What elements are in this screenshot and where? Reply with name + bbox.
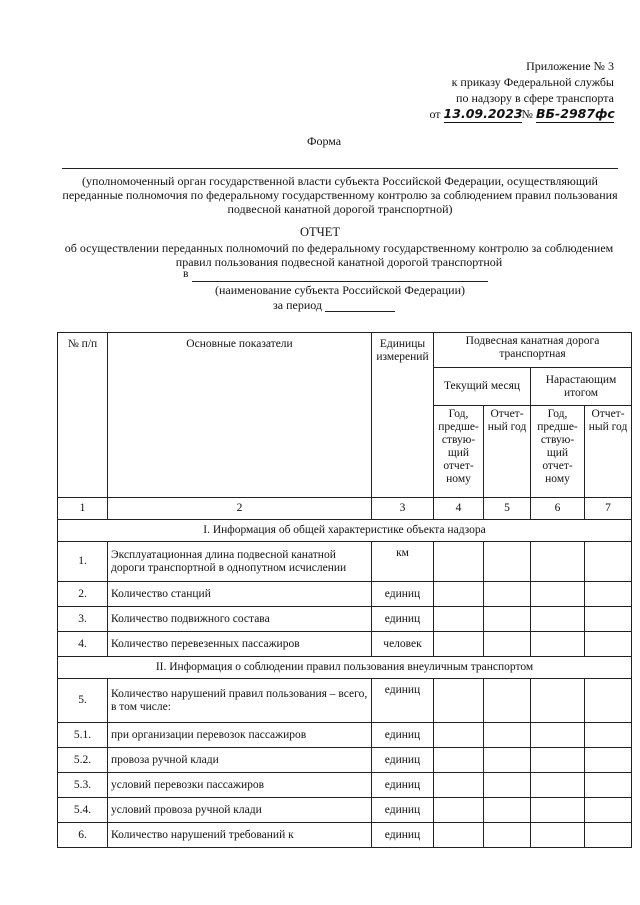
- header-main-indicators: Основные показатели: [108, 333, 372, 498]
- form-label: Форма: [307, 134, 342, 148]
- row-unit: единиц: [372, 582, 434, 607]
- in-label: в: [183, 268, 189, 280]
- row-unit: единиц: [372, 679, 434, 723]
- table-row: [58, 679, 632, 723]
- header-num: № п/п: [58, 333, 108, 498]
- row-unit: км: [372, 542, 434, 582]
- row-indicator: провоза ручной клади: [108, 748, 372, 773]
- subject-caption: (наименование субъекта Российской Федерации): [214, 283, 466, 297]
- row-number: 3.: [58, 607, 108, 632]
- section-2-header: II. Информация о соблюдении правил пользования внеуличным транспортом: [58, 657, 632, 679]
- authority-line: [62, 168, 618, 169]
- table-row: [58, 582, 632, 607]
- row-number: 1.: [58, 542, 108, 582]
- row-number: 5.3.: [58, 773, 108, 798]
- header-prev-year: Год, предше-ствую-щий отчет-ному: [434, 406, 484, 498]
- column-number: 3: [372, 498, 434, 520]
- table-row: [58, 632, 632, 657]
- order-number: ВБ-2987фс: [536, 106, 615, 121]
- table-row: [58, 798, 632, 823]
- column-number: 5: [484, 498, 531, 520]
- order-date: 13.09.2023: [443, 106, 523, 121]
- row-indicator: Количество перевезенных пассажиров: [108, 632, 372, 657]
- row-indicator: условий перевозки пассажиров: [108, 773, 372, 798]
- order-no-sign: №: [521, 107, 533, 121]
- row-unit: единиц: [372, 748, 434, 773]
- row-unit: единиц: [372, 773, 434, 798]
- table-row: [58, 748, 632, 773]
- appendix-header: [429, 58, 614, 123]
- row-indicator: Количество станций: [108, 582, 372, 607]
- table-row: [58, 607, 632, 632]
- header-cable-car: Подвесная канатная дорога транспортная: [434, 333, 632, 368]
- column-number: 7: [585, 498, 632, 520]
- row-indicator: Количество подвижного состава: [108, 607, 372, 632]
- row-number: 5.: [58, 679, 108, 723]
- appendix-line-2: к приказу Федеральной службы: [451, 75, 614, 89]
- authority-caption: (уполномоченный орган государственной власти субъекта Российской Федерации, осуществляющий переданные полномочия по федеральному государственному контролю за соблюдением правил пользования подвесной канатной дорогой транспортной): [62, 174, 618, 216]
- row-unit: единиц: [372, 607, 434, 632]
- row-number: 5.1.: [58, 723, 108, 748]
- appendix-line-1: Приложение № 3: [526, 59, 614, 73]
- row-indicator: Количество нарушений правил пользования – всего, в том числе:: [108, 679, 372, 723]
- header-cumulative: Нарастающим итогом: [531, 368, 632, 406]
- row-indicator: условий провоза ручной клади: [108, 798, 372, 823]
- header-current-month: Текущий месяц: [434, 368, 531, 406]
- report-title: ОТЧЕТ: [299, 225, 341, 239]
- period-label: за период: [273, 298, 322, 312]
- row-unit: единиц: [372, 798, 434, 823]
- order-line: [429, 106, 614, 123]
- row-number: 5.4.: [58, 798, 108, 823]
- row-indicator: при организации перевозок пассажиров: [108, 723, 372, 748]
- column-number: 6: [531, 498, 585, 520]
- column-number: 4: [434, 498, 484, 520]
- header-units: Единицы измерений: [372, 333, 434, 498]
- header-report-year: Отчет-ный год: [585, 406, 632, 498]
- table-row: [58, 723, 632, 748]
- order-prefix: от: [429, 107, 441, 121]
- table-row: [58, 773, 632, 798]
- row-indicator: Количество нарушений требований к: [108, 823, 372, 848]
- row-unit: единиц: [372, 723, 434, 748]
- row-number: 6.: [58, 823, 108, 848]
- row-number: 4.: [58, 632, 108, 657]
- table-row: [58, 542, 632, 582]
- report-subtitle: об осуществлении переданных полномочий по федеральному государственному контролю за соблюдением правил пользования подвесной канатной дорогой транспортной: [64, 241, 614, 269]
- report-table: [57, 332, 632, 848]
- subject-line: [192, 281, 488, 282]
- column-number: 2: [108, 498, 372, 520]
- row-number: 2.: [58, 582, 108, 607]
- period-line: [325, 311, 395, 312]
- header-prev-year: Год, предше-ствую-щий отчет-ному: [531, 406, 585, 498]
- section-1-header: I. Информация об общей характеристике объекта надзора: [58, 520, 632, 542]
- row-number: 5.2.: [58, 748, 108, 773]
- appendix-line-3: по надзору в сфере транспорта: [456, 91, 614, 105]
- header-report-year: Отчет-ный год: [484, 406, 531, 498]
- row-indicator: Эксплуатационная длина подвесной канатной дороги транспортной в однопутном исчислении: [108, 542, 372, 582]
- row-unit: единиц: [372, 823, 434, 848]
- table-row: [58, 823, 632, 848]
- row-unit: человек: [372, 632, 434, 657]
- column-number: 1: [58, 498, 108, 520]
